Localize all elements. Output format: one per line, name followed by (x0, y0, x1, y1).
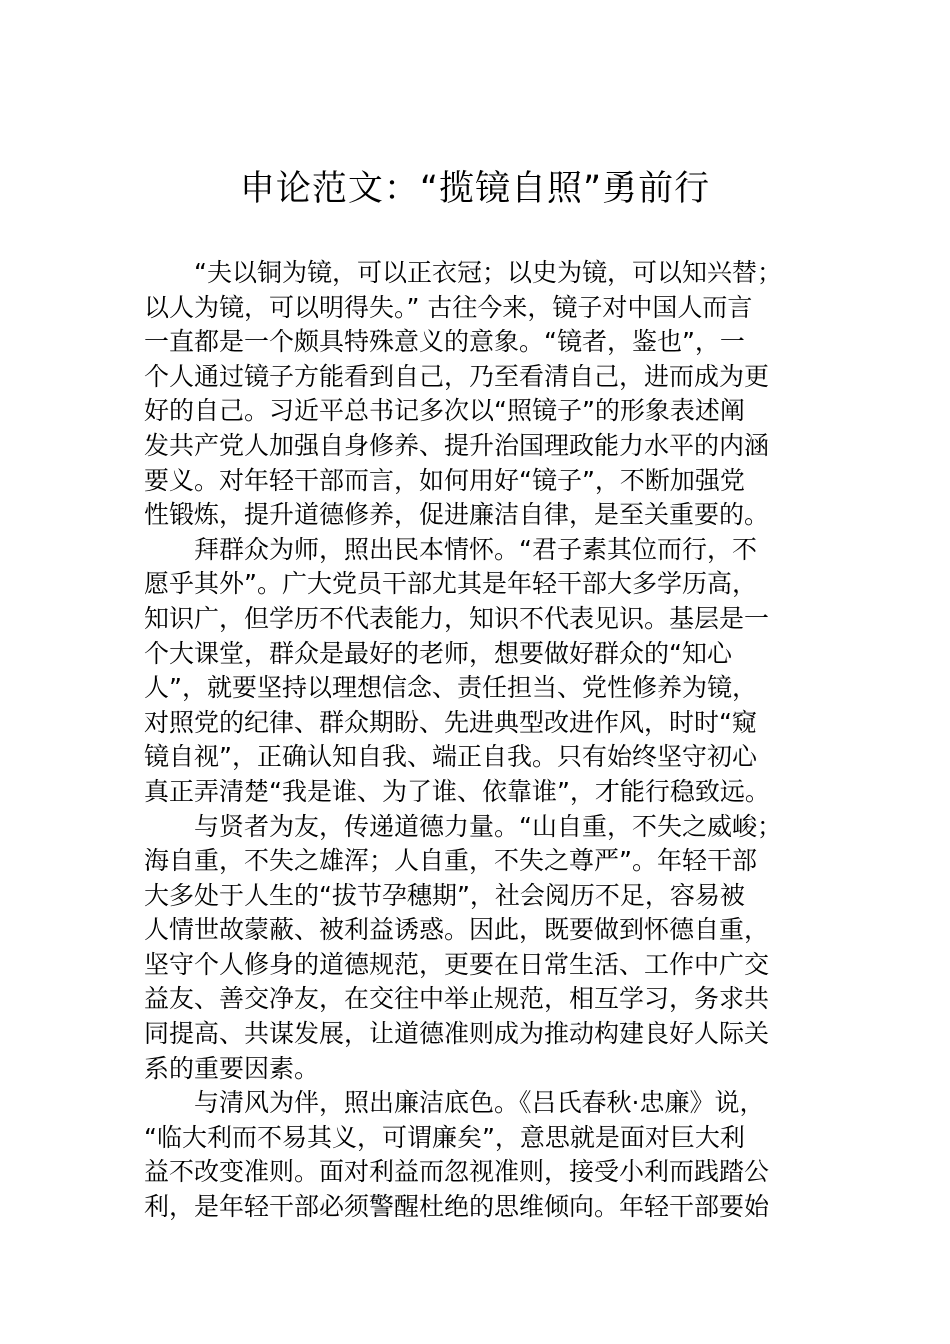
text-line: 益不改变准则。面对利益而忽视准则，接受小利而践踏公 (144, 1157, 770, 1187)
text-line: 与贤者为友，传递道德力量。“山自重，不失之威峻； (194, 811, 782, 841)
text-line: 真正弄清楚“我是谁、为了谁、依靠谁”，才能行稳致远。 (144, 776, 770, 806)
text-line: 愿乎其外”。广大党员干部尤其是年轻干部大多学历高， (144, 569, 757, 599)
document-title: 申论范文：“揽镜自照”勇前行 (239, 169, 711, 209)
text-line: 以人为镜，可以明得失。” 古往今来，镜子对中国人而言 (144, 292, 753, 322)
text-line: 镜自视”，正确认知自我、端正自我。只有始终坚守初心 (144, 742, 757, 772)
text-line: 坚守个人修身的道德规范，更要在日常生活、工作中广交 (144, 949, 770, 979)
document-body (144, 256, 844, 1225)
text-line: 一直都是一个颇具特殊意义的意象。“镜者，鉴也”，一 (144, 327, 745, 357)
text-line: 人”，就要坚持以理想信念、责任担当、党性修养为镜， (144, 673, 757, 703)
text-line: 个大课堂，群众是最好的老师，想要做好群众的“知心 (144, 638, 732, 668)
text-line: 系的重要因素。 (144, 1053, 320, 1083)
text-line: 要义。对年轻干部而言，如何用好“镜子”，不断加强党 (144, 465, 745, 495)
text-line: 大多处于人生的“拔节孕穗期”，社会阅历不足，容易被 (144, 880, 745, 910)
text-line: 发共产党人加强自身修养、提升治国理政能力水平的内涵 (144, 430, 770, 460)
text-line: 与清风为伴，照出廉洁底色。《吕氏春秋·忠廉》说， (194, 1088, 765, 1118)
text-line: “临大利而不易其义，可谓廉矣”，意思就是面对巨大利 (144, 1122, 745, 1152)
text-line: 性锻炼，提升道德修养，促进廉洁自律，是至关重要的。 (144, 500, 770, 530)
text-line: 利，是年轻干部必须警醒杜绝的思维倾向。年轻干部要始 (144, 1192, 770, 1222)
text-line: 知识广，但学历不代表能力，知识不代表见识。基层是一 (144, 603, 770, 633)
text-line: 人情世故蒙蔽、被利益诱惑。因此，既要做到怀德自重， (144, 915, 770, 945)
text-line: 对照党的纪律、群众期盼、先进典型改进作风，时时“窥 (144, 707, 757, 737)
text-line: 拜群众为师，照出民本情怀。“君子素其位而行，不 (194, 534, 757, 564)
text-line: 益友、善交净友，在交往中举止规范，相互学习，务求共 (144, 984, 770, 1014)
text-line: 个人通过镜子方能看到自己，乃至看清自己，进而成为更 (144, 361, 770, 391)
text-line: 海自重，不失之雄浑；人自重，不失之尊严”。年轻干部 (144, 846, 757, 876)
text-line: 同提高、共谋发展，让道德准则成为推动构建良好人际关 (144, 1019, 770, 1049)
text-line: “夫以铜为镜，可以正衣冠；以史为镜，可以知兴替； (194, 258, 782, 287)
text-line: 好的自己。习近平总书记多次以“照镜子”的形象表述阐 (144, 396, 745, 426)
